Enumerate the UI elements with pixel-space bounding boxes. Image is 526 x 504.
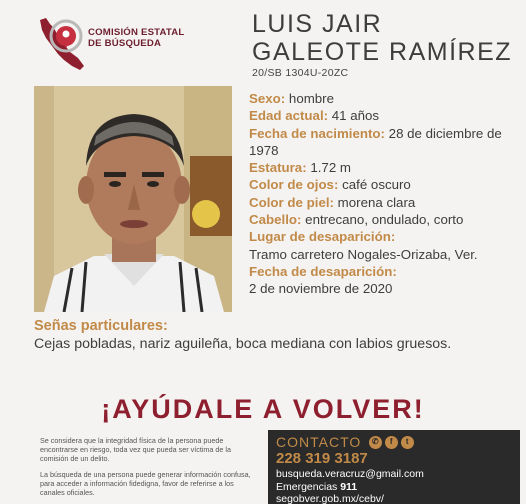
cabello-value: entrecano, ondulado, corto — [305, 212, 464, 228]
contact-url[interactable]: segobver.gob.mx/cebv/ — [276, 493, 384, 504]
person-details — [249, 90, 524, 298]
emergency-line — [276, 481, 512, 493]
contact-title: CONTACTO — [276, 434, 362, 450]
detail-lugar-value-row — [249, 246, 524, 263]
ojos-label: Color de ojos: — [249, 177, 339, 193]
detail-lugar-label-row — [249, 228, 524, 245]
whatsapp-icon[interactable]: ✆ — [369, 436, 382, 449]
edad-label: Edad actual: — [249, 108, 329, 124]
nacimiento-value: 28 de diciembre de 1978 — [249, 125, 502, 158]
lugar-value: Tramo carretero Nogales-Orizaba, Ver. — [249, 246, 478, 262]
sexo-value: hombre — [288, 91, 335, 106]
logo-line-1: COMISIÓN ESTATAL — [88, 27, 185, 38]
commission-logo — [34, 14, 184, 74]
disclaimer — [40, 436, 256, 504]
detail-edad — [249, 107, 524, 124]
estatura-value: 1.72 m — [310, 160, 351, 176]
fecha-label: Fecha de desaparición: — [249, 263, 397, 279]
logo-text — [88, 27, 184, 49]
edad-value: 41 años — [331, 108, 380, 124]
nacimiento-label: Fecha de nacimiento: — [249, 125, 385, 141]
piel-value: morena clara — [337, 194, 416, 210]
piel-label: Color de piel: — [249, 194, 334, 210]
emergency-label: Emergencias — [276, 481, 338, 493]
folio-number: 20/SB 1304U-20ZC — [252, 67, 349, 79]
contact-header — [276, 434, 512, 450]
name-line-2: GALEOTE RAMÍREZ — [252, 38, 513, 66]
twitter-icon[interactable]: t — [401, 436, 414, 449]
sexo-label: Sexo: — [249, 91, 286, 106]
facebook-icon[interactable]: f — [385, 436, 398, 449]
contact-box — [268, 430, 520, 504]
logo-line-2: DE BÚSQUEDA — [88, 38, 162, 49]
ojos-value: café oscuro — [342, 177, 411, 193]
detail-estatura — [249, 159, 524, 176]
detail-sexo — [249, 90, 524, 107]
detail-fecha-label-row — [249, 263, 524, 280]
name-line-1: LUIS JAIR — [252, 10, 383, 38]
contact-phone[interactable]: 228 319 3187 — [276, 450, 368, 467]
person-photo — [34, 86, 232, 312]
detail-fecha-value-row — [249, 280, 524, 297]
senas-label: Señas particulares: — [34, 318, 168, 334]
contact-email[interactable]: busqueda.veracruz@gmail.com — [276, 468, 424, 480]
contact-icons — [369, 436, 414, 449]
disclaimer-official-channels: La búsqueda de una persona puede generar información confusa, para acceder a información fidedigna, favor de referirse a los canales oficiales. — [40, 470, 251, 497]
emergency-number[interactable]: 911 — [340, 481, 358, 493]
detail-nacimiento — [249, 125, 524, 160]
fecha-value: 2 de noviembre de 2020 — [249, 281, 393, 297]
veracruz-map-pin-icon — [34, 14, 90, 74]
lugar-label: Lugar de desaparición: — [249, 229, 396, 245]
estatura-label: Estatura: — [249, 160, 307, 176]
detail-ojos — [249, 176, 524, 193]
cabello-label: Cabello: — [249, 212, 302, 228]
detail-piel — [249, 194, 524, 211]
call-to-action: ¡AYÚDALE A VOLVER! — [101, 394, 425, 424]
detail-cabello — [249, 211, 524, 228]
person-name — [252, 10, 512, 66]
senas-text: Cejas pobladas, nariz aguileña, boca mediana con labios gruesos. — [34, 336, 452, 352]
disclaimer-risk: Se considera que la integridad física de la persona puede encontrarse en riesgo, toda vez que pueda ser víctima de la comisión de un delito. — [40, 436, 231, 463]
